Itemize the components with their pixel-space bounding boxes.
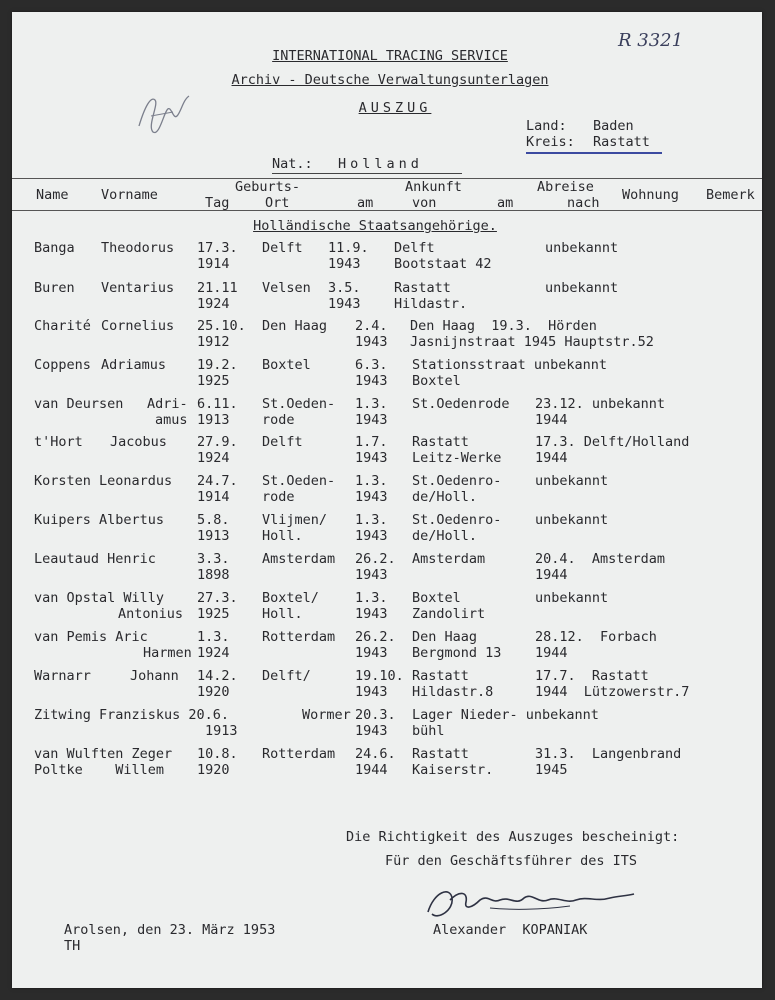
- table-cell: Poltke Willem: [34, 762, 165, 778]
- col-header-vorname: Vorname: [101, 187, 158, 203]
- table-cell: Leautaud Henric: [34, 551, 156, 567]
- col-header-bemerkung: Bemerk: [706, 187, 755, 203]
- table-cell: 26.2.: [355, 629, 396, 645]
- table-cell: Lager Nieder- unbekannt: [412, 707, 599, 723]
- col-header-von: von: [412, 195, 437, 211]
- table-cell: 1943: [355, 567, 388, 583]
- table-cell: St.Oeden-: [262, 396, 336, 412]
- table-cell: van Opstal Willy: [34, 590, 165, 606]
- table-cell: 1913: [197, 412, 230, 428]
- table-cell: 1913: [205, 723, 238, 739]
- table-cell: 1924: [197, 645, 230, 661]
- table-cell: 3.5.: [328, 280, 361, 296]
- kreis-value: Rastatt: [593, 134, 650, 150]
- table-cell: 1943: [355, 412, 388, 428]
- col-header-abreise: Abreise: [537, 179, 594, 195]
- table-cell: 23.12. unbekannt: [535, 396, 666, 412]
- table-cell: St.Oedenro-: [412, 512, 502, 528]
- handwritten-initials-mark: [133, 86, 193, 141]
- table-cell: 27.9.: [197, 434, 238, 450]
- table-cell: de/Holl.: [412, 489, 478, 505]
- table-cell: Delft/: [262, 668, 311, 684]
- table-cell: Delft: [394, 240, 435, 256]
- nationality-value: Holland: [338, 156, 423, 172]
- table-cell: Bootstaat 42: [394, 256, 492, 272]
- table-cell: Harmen: [143, 645, 192, 661]
- table-cell: 1945: [535, 762, 568, 778]
- archive-reference-handwritten: R 3321: [618, 30, 684, 51]
- table-cell: 11.9.: [328, 240, 369, 256]
- table-cell: Rotterdam: [262, 629, 336, 645]
- table-cell: Zandolirt: [412, 606, 486, 622]
- table-cell: 26.2.: [355, 551, 396, 567]
- table-cell: 1943: [355, 684, 388, 700]
- table-top-rule: [12, 178, 762, 179]
- table-cell: Den Haag: [262, 318, 328, 334]
- table-cell: 1943: [355, 450, 388, 466]
- table-cell: Hildastr.8: [412, 684, 494, 700]
- table-cell: 17.3. Delft/Holland: [535, 434, 690, 450]
- table-cell: 1943: [355, 606, 388, 622]
- table-cell: van Wulften Zeger: [34, 746, 173, 762]
- kreis-label: Kreis:: [526, 134, 575, 150]
- table-cell: Boxtel: [262, 357, 311, 373]
- table-cell: Boxtel: [412, 590, 461, 606]
- table-cell: Vlijmen/: [262, 512, 328, 528]
- table-cell: 1920: [197, 684, 230, 700]
- table-cell: 20.3.: [355, 707, 396, 723]
- table-cell: Adriamus: [101, 357, 167, 373]
- table-cell: unbekannt: [535, 473, 609, 489]
- table-cell: Rastatt: [412, 668, 469, 684]
- table-cell: Rastatt: [412, 746, 469, 762]
- table-cell: Adri-: [147, 396, 188, 412]
- table-cell: 1920: [197, 762, 230, 778]
- col-header-wohnung: Wohnung: [622, 187, 679, 203]
- table-cell: Delft: [262, 434, 303, 450]
- table-cell: t'Hort: [34, 434, 83, 450]
- land-label: Land:: [526, 118, 567, 134]
- table-cell: unbekannt: [545, 240, 619, 256]
- table-cell: 19.10.: [355, 668, 404, 684]
- table-cell: St.Oeden-: [262, 473, 336, 489]
- table-cell: 17.7. Rastatt: [535, 668, 649, 684]
- table-cell: 14.2.: [197, 668, 238, 684]
- table-cell: Delft: [262, 240, 303, 256]
- table-cell: Rotterdam: [262, 746, 336, 762]
- table-cell: van Pemis Aric: [34, 629, 148, 645]
- table-cell: 1.3.: [197, 629, 230, 645]
- table-cell: 27.3.: [197, 590, 238, 606]
- nationality-label: Nat.:: [272, 156, 313, 172]
- table-cell: Korsten Leonardus: [34, 473, 173, 489]
- col-header-nach: nach: [567, 195, 600, 211]
- col-header-tag: Tag: [205, 195, 230, 211]
- table-cell: Charité: [34, 318, 91, 334]
- table-cell: 1913: [197, 528, 230, 544]
- signature: [420, 880, 640, 926]
- table-cell: 1912: [197, 334, 230, 350]
- table-cell: 17.3.: [197, 240, 238, 256]
- nationality-underline: [272, 173, 462, 174]
- table-cell: Holl.: [262, 528, 303, 544]
- organization-title: INTERNATIONAL TRACING SERVICE: [272, 48, 508, 64]
- table-cell: Buren: [34, 280, 75, 296]
- table-cell: unbekannt: [535, 590, 609, 606]
- table-cell: 24.6.: [355, 746, 396, 762]
- table-cell: 1914: [197, 256, 230, 272]
- on-behalf-line: Für den Geschäftsführer des ITS: [385, 853, 637, 869]
- table-cell: 1944: [535, 645, 568, 661]
- table-cell: rode: [262, 412, 295, 428]
- table-cell: Zitwing Franziskus 20.6.: [34, 707, 230, 723]
- table-cell: Jacobus: [110, 434, 167, 450]
- table-cell: 1944: [535, 567, 568, 583]
- table-cell: Rastatt: [394, 280, 451, 296]
- table-cell: Kaiserstr.: [412, 762, 494, 778]
- table-cell: Cornelius: [101, 318, 175, 334]
- table-cell: Theodorus: [101, 240, 175, 256]
- table-cell: 1898: [197, 567, 230, 583]
- table-cell: unbekannt: [545, 280, 619, 296]
- table-cell: Johann: [130, 668, 179, 684]
- table-cell: 1924: [197, 296, 230, 312]
- table-cell: 10.8.: [197, 746, 238, 762]
- table-cell: Amsterdam: [412, 551, 486, 567]
- table-cell: 1925: [197, 373, 230, 389]
- table-cell: 1.3.: [355, 473, 388, 489]
- table-cell: 2.4.: [355, 318, 388, 334]
- table-cell: Kuipers Albertus: [34, 512, 165, 528]
- table-cell: bühl: [412, 723, 445, 739]
- col-header-ort: Ort: [265, 195, 290, 211]
- col-header-ankunft: Ankunft: [405, 179, 462, 195]
- table-cell: 1944: [535, 450, 568, 466]
- table-cell: St.Oedenro-: [412, 473, 502, 489]
- table-cell: 1.3.: [355, 590, 388, 606]
- table-cell: Boxtel: [412, 373, 461, 389]
- table-cell: 5.8.: [197, 512, 230, 528]
- place-date: Arolsen, den 23. März 1953: [64, 922, 276, 938]
- table-cell: 1944 Lützowerstr.7: [535, 684, 690, 700]
- table-cell: 1.3.: [355, 396, 388, 412]
- table-cell: Coppens: [34, 357, 91, 373]
- table-cell: Ventarius: [101, 280, 175, 296]
- table-cell: Warnarr: [34, 668, 91, 684]
- table-cell: Boxtel/: [262, 590, 319, 606]
- archive-subtitle: Archiv - Deutsche Verwaltungsunterlagen: [231, 72, 549, 88]
- table-cell: 1.7.: [355, 434, 388, 450]
- table-cell: 25.10.: [197, 318, 246, 334]
- table-cell: amus: [155, 412, 188, 428]
- table-cell: Rastatt: [412, 434, 469, 450]
- table-cell: 1924: [197, 450, 230, 466]
- table-cell: 1944: [355, 762, 388, 778]
- table-cell: 1.3.: [355, 512, 388, 528]
- col-header-geburts: Geburts-: [235, 179, 301, 195]
- table-cell: de/Holl.: [412, 528, 478, 544]
- table-cell: 1944: [535, 412, 568, 428]
- table-cell: 24.7.: [197, 473, 238, 489]
- table-cell: 6.3.: [355, 357, 388, 373]
- typist-initials: TH: [64, 938, 81, 954]
- col-header-am: am: [357, 195, 374, 211]
- col-header-name: Name: [36, 187, 69, 203]
- table-cell: Stationsstraat unbekannt: [412, 357, 608, 373]
- col-header-am2: am: [497, 195, 514, 211]
- table-cell: 21.11: [197, 280, 238, 296]
- table-cell: 1925: [197, 606, 230, 622]
- table-cell: unbekannt: [535, 512, 609, 528]
- table-cell: 1943: [355, 373, 388, 389]
- table-cell: Bergmond 13: [412, 645, 502, 661]
- table-cell: 1943: [355, 723, 388, 739]
- table-cell: Holl.: [262, 606, 303, 622]
- table-cell: Banga: [34, 240, 75, 256]
- section-heading: Holländische Staatsangehörige.: [253, 218, 497, 234]
- certification-line: Die Richtigkeit des Auszuges bescheinigt:: [346, 829, 680, 845]
- table-cell: 1943: [355, 334, 388, 350]
- table-cell: 1943: [355, 645, 388, 661]
- table-cell: Hildastr.: [394, 296, 468, 312]
- table-cell: 31.3. Langenbrand: [535, 746, 682, 762]
- document-title: AUSZUG: [358, 100, 432, 116]
- table-header-rule: [12, 210, 762, 211]
- table-cell: St.Oedenrode: [412, 396, 510, 412]
- table-cell: Den Haag 19.3. Hörden: [410, 318, 597, 334]
- table-cell: 6.11.: [197, 396, 238, 412]
- table-cell: Jasnijnstraat 1945 Hauptstr.52: [410, 334, 654, 350]
- kreis-underline: [526, 152, 662, 154]
- table-cell: 1943: [328, 296, 361, 312]
- land-value: Baden: [593, 118, 634, 134]
- table-cell: 1943: [328, 256, 361, 272]
- table-cell: 1914: [197, 489, 230, 505]
- table-cell: Leitz-Werke: [412, 450, 502, 466]
- table-cell: Velsen: [262, 280, 311, 296]
- table-cell: rode: [262, 489, 295, 505]
- table-cell: van Deursen: [34, 396, 124, 412]
- table-cell: 3.3.: [197, 551, 230, 567]
- table-cell: 19.2.: [197, 357, 238, 373]
- table-cell: 28.12. Forbach: [535, 629, 657, 645]
- table-cell: Antonius: [118, 606, 184, 622]
- table-cell: Den Haag: [412, 629, 478, 645]
- table-cell: 20.4. Amsterdam: [535, 551, 666, 567]
- table-cell: 1943: [355, 528, 388, 544]
- table-cell: 1943: [355, 489, 388, 505]
- table-cell: Amsterdam: [262, 551, 336, 567]
- table-cell: Wormer: [302, 707, 351, 723]
- signatory-name: Alexander KOPANIAK: [433, 922, 588, 938]
